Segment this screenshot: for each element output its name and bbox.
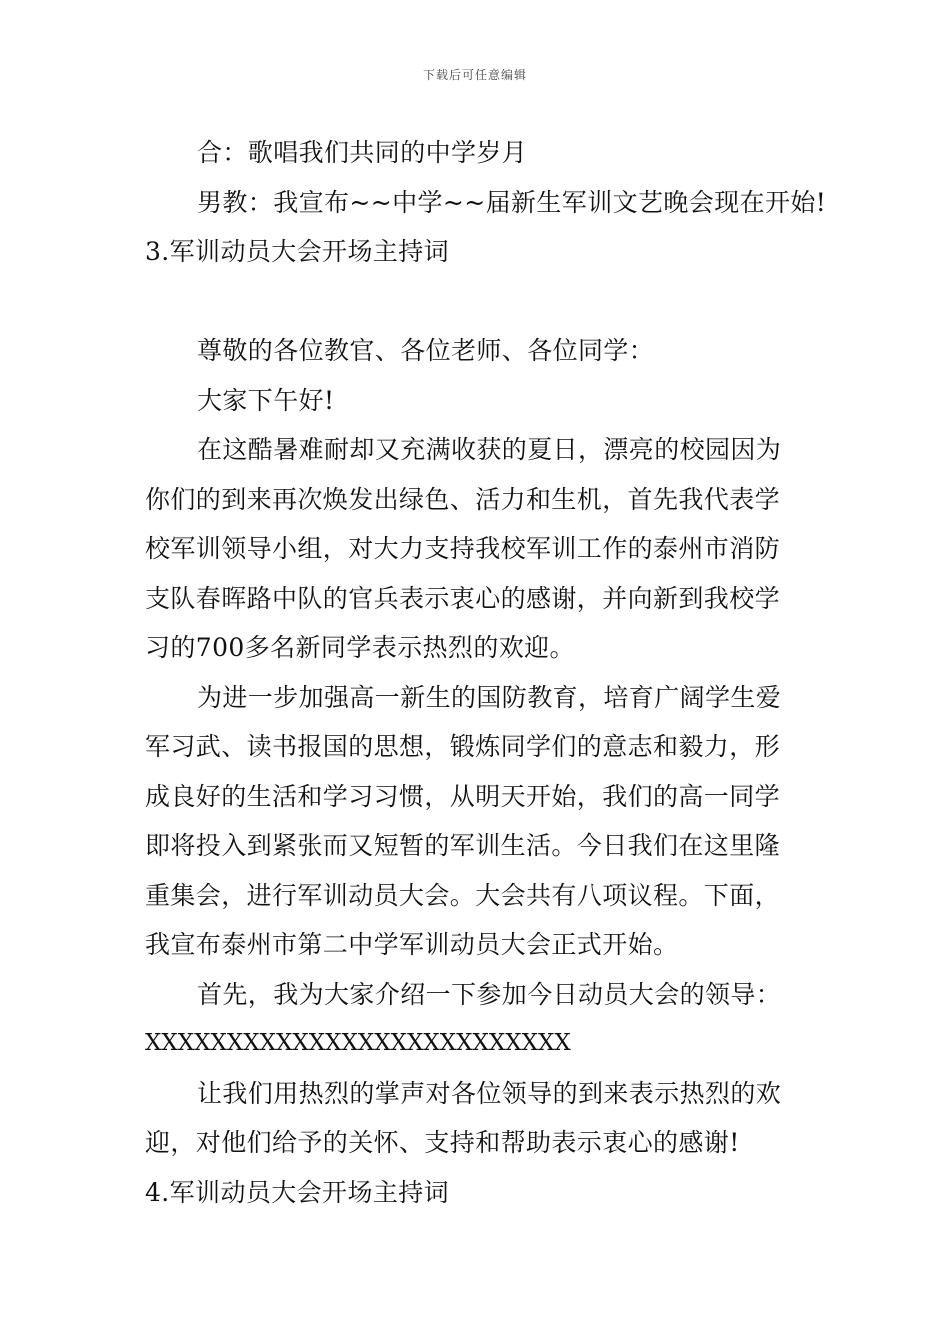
document-body [145, 128, 827, 1217]
header-note: 下载后可任意编辑 [422, 68, 527, 82]
paragraph-line: 校军训领导小组，对大力支持我校军训工作的泰州市消防 [145, 534, 781, 563]
paragraph-line: 在这酷暑难耐却又充满收获的夏日，漂亮的校园因为 [197, 435, 782, 464]
text-line: 合：歌唱我们共同的中学岁月 [197, 138, 528, 167]
paragraph-line: 让我们用热烈的掌声对各位领导的到来表示热烈的欢 [197, 1078, 782, 1108]
paragraph-line: 即将投入到紧张而又短暂的军训生活。今日我们在这里隆 [145, 831, 781, 860]
salutation: 尊敬的各位教官、各位老师、各位同学： [197, 336, 655, 365]
paragraph-line: 重集会，进行军训动员大会。大会共有八项议程。下面， [145, 880, 781, 910]
paragraph-line: 支队春晖路中队的官兵表示衷心的感谢，并向新到我校学 [145, 583, 781, 613]
text-line: 男教：我宣布~~中学~~届新生军训文艺晚会现在开始! [197, 187, 827, 217]
paragraph-line: 我宣布泰州市第二中学军训动员大会正式开始。 [145, 930, 679, 959]
placeholder-names: XXXXXXXXXXXXXXXXXXXXXXXXXX [145, 1030, 571, 1056]
section-heading: 4.军训动员大会开场主持词 [145, 1177, 450, 1207]
paragraph-line: 你们的到来再次焕发出绿色、活力和生机，首先我代表学 [145, 484, 781, 514]
section-heading: 3.军训动员大会开场主持词 [145, 237, 450, 266]
paragraph-line: 迎，对他们给予的关怀、支持和帮助表示衷心的感谢! [145, 1128, 740, 1157]
paragraph-line: 首先，我为大家介绍一下参加今日动员大会的领导： [197, 979, 782, 1009]
paragraph-line: 军习武、读书报国的思想，锻炼同学们的意志和毅力，形 [145, 732, 781, 761]
greeting: 大家下午好! [197, 385, 335, 415]
paragraph-line: 习的700多名新同学表示热烈的欢迎。 [145, 633, 575, 662]
blank-line [145, 277, 810, 327]
paragraph-line: 成良好的生活和学习习惯，从明天开始，我们的高一同学 [145, 781, 781, 811]
paragraph-line: 为进一步加强高一新生的国防教育，培育广阔学生爱 [197, 682, 782, 712]
